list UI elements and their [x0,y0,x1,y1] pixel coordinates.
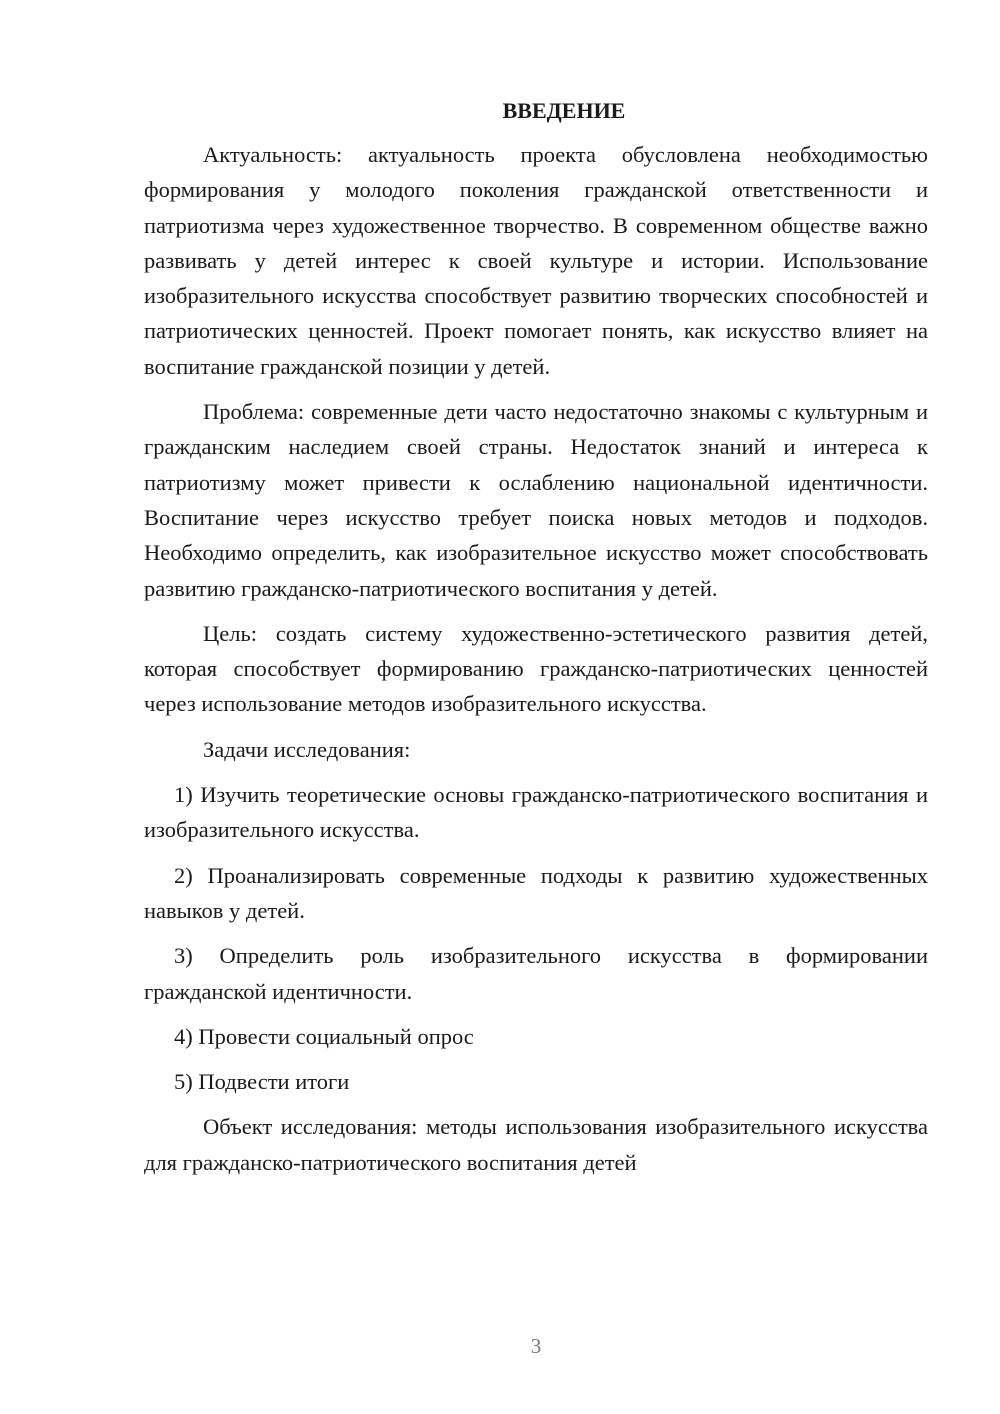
goal-paragraph: Цель: создать систему художественно-эстетического развития детей, которая способствует формированию гражданско-патриотических ценностей через использование методов изобразительного искусства. [144,620,928,717]
problem-paragraph: Проблема: современные дети часто недостаточно знакомы с культурным и гражданским наследием своей страны. Недостаток знаний и интереса к патриотизму может привести к ослаблению национальной идентичности. Воспитание через искусство требует поиска новых методов и подходов. Необходимо определить, как изобразительное искусство может способствовать развитию гражданско-патриотического воспитания у детей. [144,399,928,601]
task-item-5: 5) Подвести итоги [174,1069,350,1095]
task-item-1: 1) Изучить теоретические основы гражданско-патриотического воспитания и изобразительного искусства. [144,782,928,843]
task-item-2: 2) Проанализировать современные подходы к развитию художественных навыков у детей. [144,862,928,923]
task-item-3: 3) Определить роль изобразительного искусства в формировании гражданской идентичности. [144,943,928,1004]
page-content [144,96,928,1190]
page-title: ВВЕДЕНИЕ [502,98,626,123]
task-item-4: 4) Провести социальный опрос [174,1023,474,1049]
tasks-heading: Задачи исследования: [203,736,411,762]
object-paragraph: Объект исследования: методы использования изобразительного искусства для гражданско-патриотического воспитания детей [144,1114,928,1175]
relevance-paragraph: Актуальность: актуальность проекта обусловлена необходимостью формирования у молодого поколения гражданской ответственности и патриотизма через художественное творчество. В современном обществе важно развивать у детей интерес к своей культуре и истории. Использование изобразительного искусства способствует развитию творческих способностей и патриотических ценностей. Проект помогает понять, как искусство влияет на воспитание гражданской позиции у детей. [144,142,928,379]
page-number: 3 [530,1334,542,1358]
